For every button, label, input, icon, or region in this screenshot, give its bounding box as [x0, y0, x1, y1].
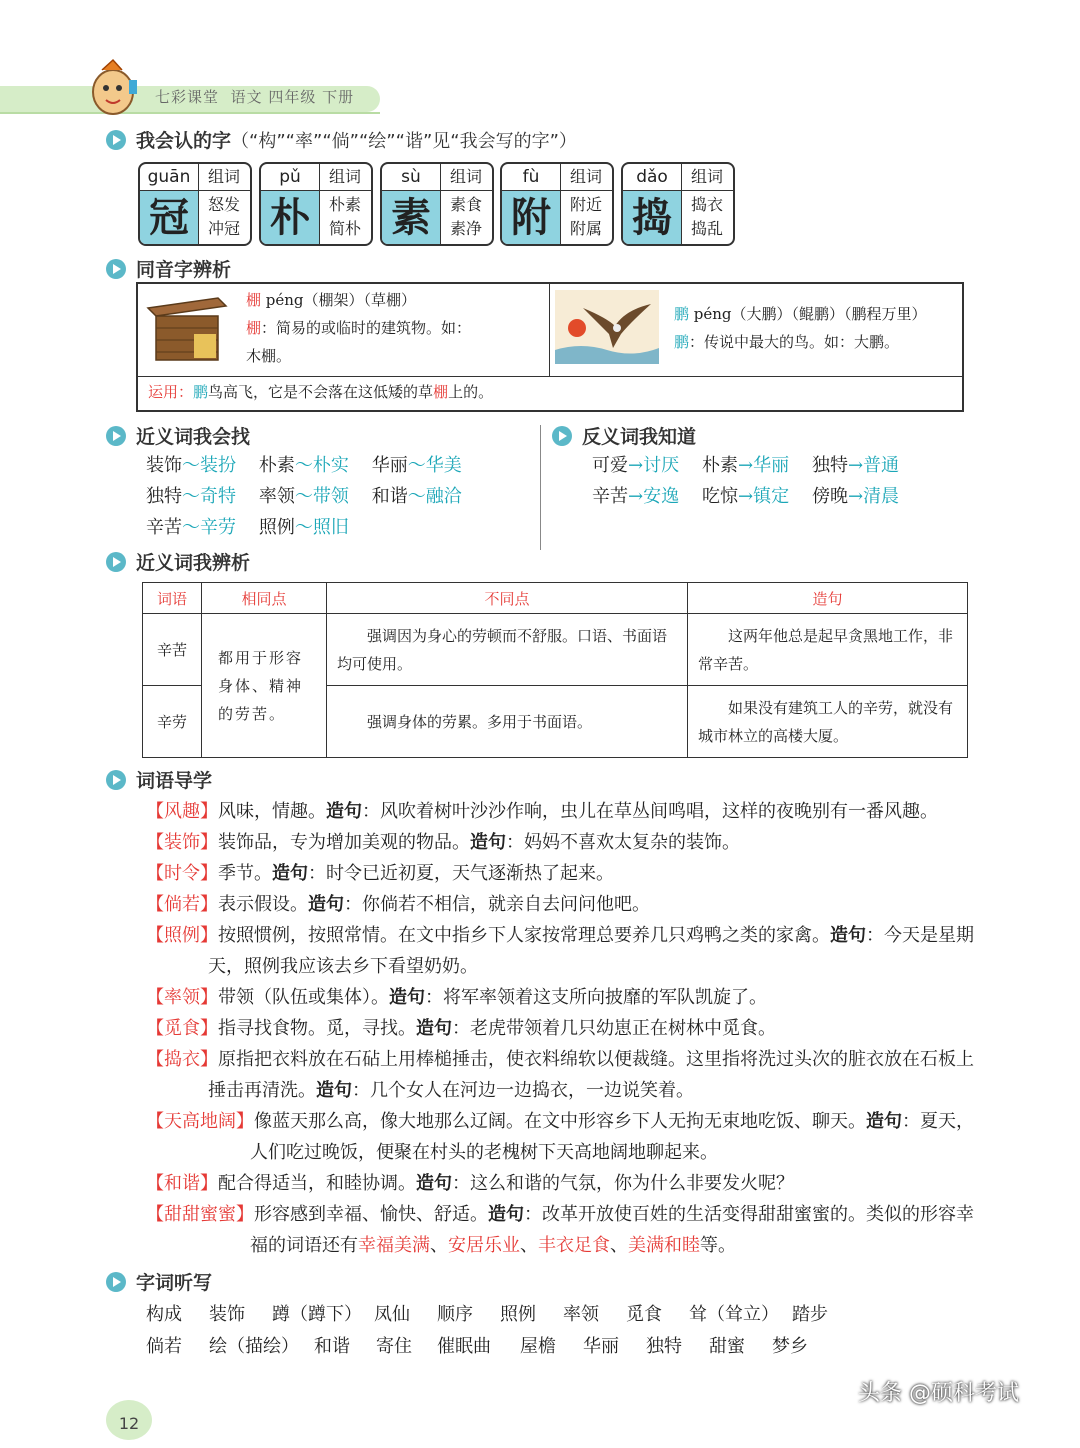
table-header: 造句 — [688, 583, 968, 614]
mascot-icon — [82, 56, 144, 118]
list-item: 寄住 — [376, 1336, 412, 1357]
list-item: 甜蜜 — [709, 1336, 745, 1357]
section-homophone-title: 同音字辨析 — [106, 255, 231, 282]
play-bullet-icon — [552, 426, 572, 446]
list-item: 【风趣】风味，情趣。造句：风吹着树叶沙沙作响，虫儿在草丛间鸣唱，这样的夜晚别有一番风趣。 — [146, 801, 938, 822]
list-item: 独特 — [646, 1336, 682, 1357]
list-item: 绘（描绘） — [209, 1336, 299, 1357]
list-item: 【照例】按照惯例，按照常情。在文中指乡下人家按常理总要养几只鸡鸭之类的家禽。造句：今天是星期天，照例我应该去乡下看望奶奶。 — [146, 925, 974, 977]
list-item: 【率领】带领（队伍或集体）。造句：将军率领着这支所向披靡的军队凯旋了。 — [146, 987, 767, 1008]
list-item: 耸（耸立） — [689, 1304, 779, 1325]
column-divider — [540, 425, 541, 550]
eagle-icon — [555, 290, 659, 364]
section-synonym-title: 近义词我会找 — [106, 422, 250, 449]
list-item: 踏步 — [792, 1304, 828, 1325]
page-number: 12 — [106, 1400, 152, 1440]
shed-icon — [144, 294, 230, 366]
section-dictation-title: 字词听写 — [106, 1268, 212, 1295]
list-item: 【时令】季节。造句：时令已近初夏，天气逐渐热了起来。 — [146, 863, 614, 884]
list-item: 倘若 — [146, 1336, 182, 1357]
play-bullet-icon — [106, 1272, 126, 1292]
homophone-left-text: 棚 péng（棚架）（草棚） 棚：简易的或临时的建筑物。如： 木棚。 — [246, 291, 472, 365]
list-item: 催眠曲 — [437, 1336, 491, 1357]
section-recognize-title: 我会认的字（“构”“率”“倘”“绘”“谐”见“我会写的字”） — [106, 126, 577, 153]
watermark: 头条 @硕科考试 — [858, 1381, 1019, 1406]
char-card: sù 组词 素 素食 素净 — [380, 162, 494, 246]
header-rule — [0, 112, 380, 114]
list-item: 率领 — [563, 1304, 599, 1325]
section-guide-title: 词语导学 — [106, 766, 212, 793]
play-bullet-icon — [106, 552, 126, 572]
list-item: 【觅食】指寻找食物。觅，寻找。造句：老虎带领着几只幼崽正在树林中觅食。 — [146, 1018, 776, 1039]
homophone-usage: 运用：鹏鸟高飞，它是不会落在这低矮的草棚上的。 — [148, 383, 494, 401]
table-header: 不同点 — [327, 583, 688, 614]
synonym-compare-table — [142, 582, 968, 758]
section-antonym-title: 反义词我知道 — [552, 422, 696, 449]
list-item: 【倘若】表示假设。造句：你倘若不相信，就亲自去问问他吧。 — [146, 894, 650, 915]
table-header: 相同点 — [202, 583, 327, 614]
char-card: pǔ 组词 朴 朴素 简朴 — [259, 162, 373, 246]
char-card: guān 组词 冠 怒发 冲冠 — [138, 162, 252, 246]
synonym-list: 装饰～装扮 朴素～朴实 华丽～华美 独特～奇特 率领～带领 和谐～融洽 辛苦～辛劳 照例～照旧 — [146, 455, 462, 538]
list-item: 凤仙 — [374, 1304, 410, 1325]
list-item: 【甜甜蜜蜜】形容感到幸福、愉快、舒适。造句：改革开放使百姓的生活变得甜甜蜜蜜的。类似的形容幸福的词语还有幸福美满、安居乐业、丰衣足食、美满和睦等。 — [146, 1204, 974, 1256]
char-card: fù 组词 附 附近 附属 — [500, 162, 614, 246]
play-bullet-icon — [106, 770, 126, 790]
play-bullet-icon — [106, 259, 126, 279]
list-item: 【捣衣】原指把衣料放在石砧上用棒槌捶击，使衣料绵软以便裁缝。这里指将洗过头次的脏衣放在石板上捶击再清洗。造句：几个女人在河边一边捣衣，一边说笑着。 — [146, 1049, 974, 1101]
list-item: 照例 — [500, 1304, 536, 1325]
section-distinguish-title: 近义词我辨析 — [106, 548, 250, 575]
list-item: 【天高地阔】像蓝天那么高，像大地那么辽阔。在文中形容乡下人无拘无束地吃饭、聊天。造句：夏天，人们吃过晚饭，便聚在村头的老槐树下天高地阔地聊起来。 — [146, 1111, 974, 1163]
glossary — [146, 796, 980, 1261]
list-item: 华丽 — [583, 1336, 619, 1357]
antonym-list: 可爱→讨厌 朴素→华丽 独特→普通 辛苦→安逸 吃惊→镇定 傍晚→清晨 — [592, 455, 900, 507]
char-card: dǎo 组词 捣 捣衣 捣乱 — [621, 162, 735, 246]
play-bullet-icon — [106, 130, 126, 150]
homophone-box — [136, 282, 964, 412]
header-title: 七彩课堂 语文 四年级 下册 — [155, 88, 355, 106]
table-row: 辛苦 都用于形容身体、精神的劳苦。 强调因为身心的劳顿而不舒服。口语、书面语均可使用。 这两年他总是起早贪黑地工作，非常辛苦。 — [143, 614, 968, 686]
homophone-right-text: 鹏 péng（大鹏）（鲲鹏）（鹏程万里） 鹏：传说中最大的鸟。如：大鹏。 — [674, 305, 927, 351]
list-item: 觅食 — [626, 1304, 662, 1325]
list-item: 【装饰】装饰品，专为增加美观的物品。造句：妈妈不喜欢太复杂的装饰。 — [146, 832, 740, 853]
list-item: 【和谐】配合得适当，和睦协调。造句：这么和谐的气氛，你为什么非要发火呢？ — [146, 1173, 794, 1194]
list-item: 装饰 — [209, 1304, 245, 1325]
table-header: 词语 — [143, 583, 202, 614]
list-item: 蹲（蹲下） — [272, 1304, 362, 1325]
table-row: 辛劳 强调身体的劳累。多用于书面语。 如果没有建筑工人的辛劳，就没有城市林立的高楼大厦。 — [143, 686, 968, 758]
list-item: 顺序 — [437, 1304, 473, 1325]
play-bullet-icon — [106, 426, 126, 446]
list-item: 构成 — [146, 1304, 182, 1325]
list-item: 梦乡 — [772, 1336, 808, 1357]
list-item: 和谐 — [314, 1336, 350, 1357]
list-item: 屋檐 — [520, 1336, 556, 1357]
